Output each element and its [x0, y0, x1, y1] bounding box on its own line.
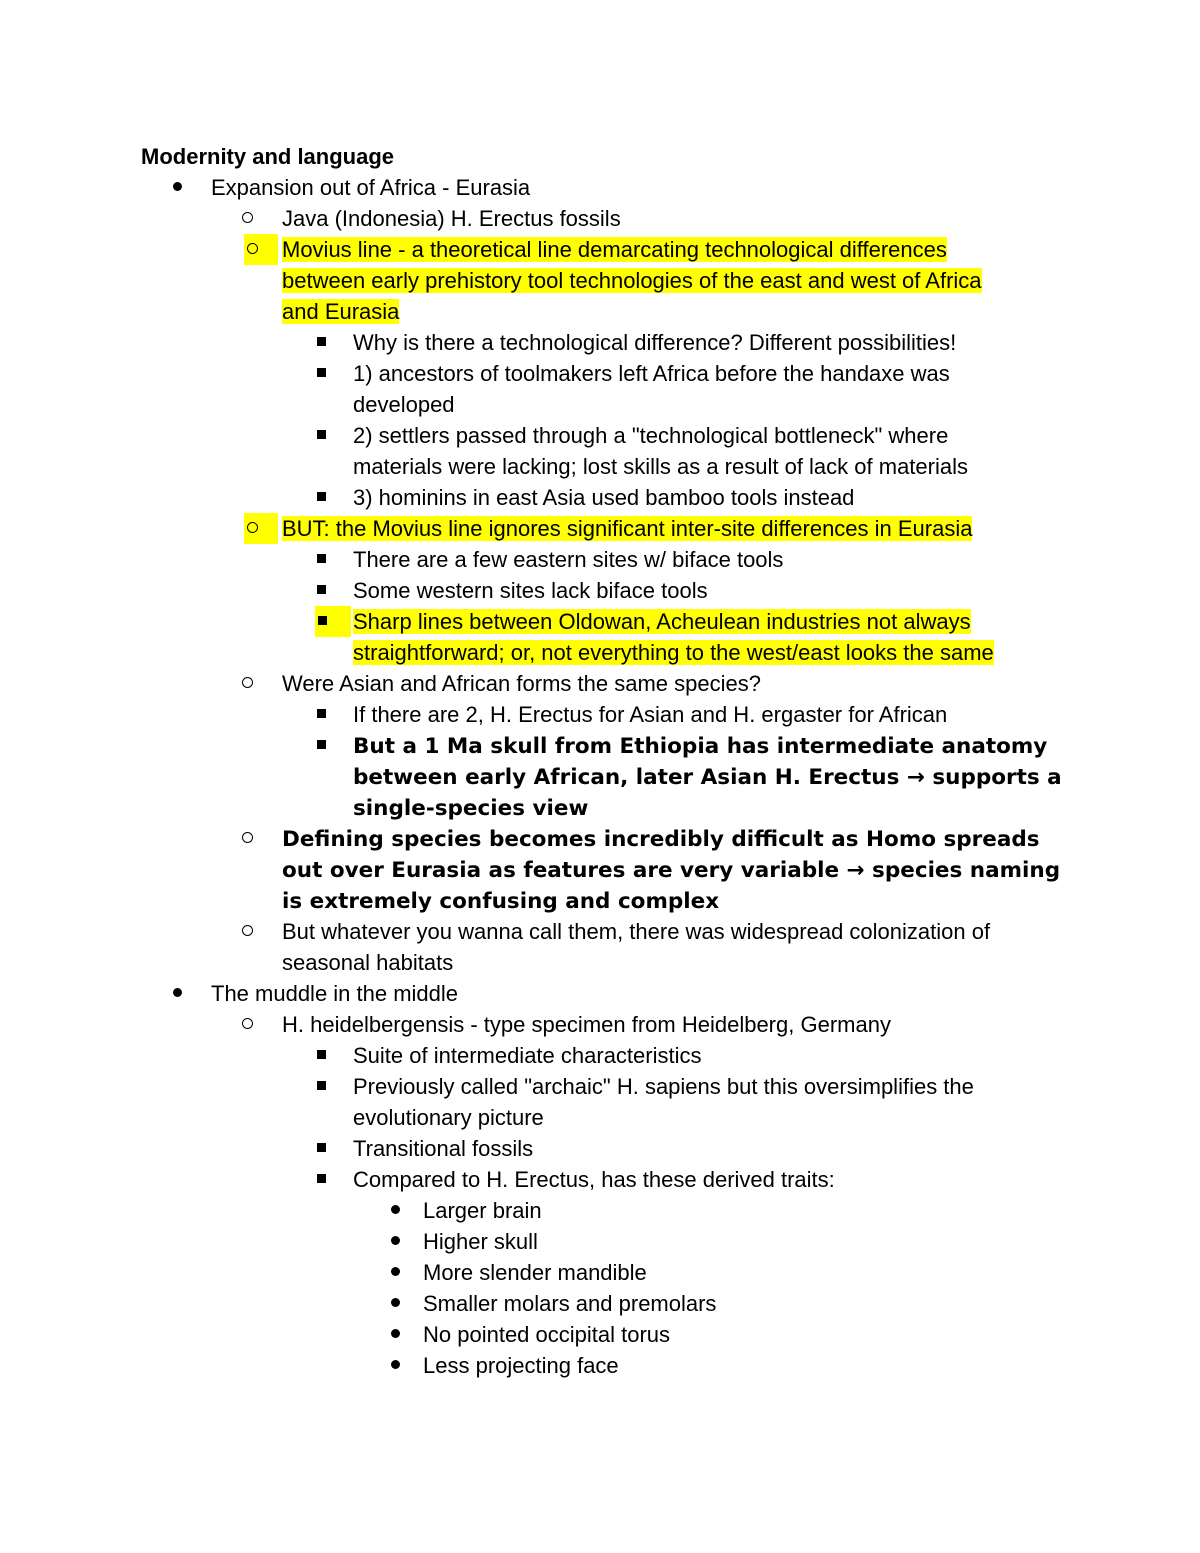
circle-bullet-icon: [244, 234, 278, 265]
circle-bullet-icon: [237, 668, 257, 699]
page-title: Modernity and language: [141, 144, 395, 169]
disc-bullet-icon: [385, 1195, 405, 1226]
list-item-text: evolutionary picture: [353, 1105, 544, 1130]
list-item: [353, 1133, 533, 1164]
list-item-text: out over Eurasia as features are very variable → species naming: [282, 858, 1061, 883]
disc-bullet-icon: [167, 978, 187, 1009]
list-item-text: is extremely confusing and complex: [282, 889, 720, 914]
list-item: [353, 1164, 835, 1195]
list-item: [282, 234, 947, 265]
list-item-text: 1) ancestors of toolmakers left Africa before the handaxe was: [353, 361, 950, 386]
list-item: [423, 1350, 619, 1381]
list-item: [282, 668, 761, 699]
list-item-text: Some western sites lack biface tools: [353, 578, 708, 603]
list-item-text: Expansion out of Africa - Eurasia: [211, 175, 531, 200]
list-item: [282, 1009, 891, 1040]
list-item-text: But a 1 Ma skull from Ethiopia has intermediate anatomy: [353, 734, 1048, 759]
square-bullet-icon: [311, 358, 331, 389]
list-item: [282, 885, 719, 917]
list-item: [353, 1071, 974, 1102]
disc-bullet-icon: [385, 1257, 405, 1288]
list-item-text: Higher skull: [423, 1229, 538, 1254]
square-bullet-icon: [315, 606, 351, 637]
list-item: [423, 1257, 647, 1288]
square-bullet-icon: [311, 327, 331, 358]
list-item-text: Compared to H. Erectus, has these derived traits:: [353, 1167, 835, 1192]
list-item-text: and Eurasia: [282, 299, 400, 324]
list-item-text: Larger brain: [423, 1198, 542, 1223]
list-item-text: Previously called "archaic" H. sapiens but this oversimplifies the: [353, 1074, 974, 1099]
square-bullet-icon: [311, 1071, 331, 1102]
list-item: [423, 1226, 538, 1257]
list-item-text: Smaller molars and premolars: [423, 1291, 717, 1316]
list-item-text: Were Asian and African forms the same species?: [282, 671, 761, 696]
list-item: [211, 978, 458, 1009]
circle-bullet-icon: [237, 203, 257, 234]
list-item-text: materials were lacking; lost skills as a result of lack of materials: [353, 454, 968, 479]
list-item: [353, 761, 1062, 793]
list-item-text: Java (Indonesia) H. Erectus fossils: [282, 206, 621, 231]
circle-bullet-icon: [237, 1009, 257, 1040]
list-item-text: The muddle in the middle: [211, 981, 459, 1006]
circle-bullet-icon: [237, 823, 257, 854]
list-item: [282, 854, 1060, 886]
list-item-text: Transitional fossils: [353, 1136, 534, 1161]
list-item: [282, 823, 1040, 855]
list-item-text: 2) settlers passed through a "technological bottleneck" where: [353, 423, 949, 448]
list-item: [282, 265, 982, 296]
disc-bullet-icon: [385, 1288, 405, 1319]
list-item: [353, 637, 994, 668]
list-item-text: Defining species becomes incredibly difficult as Homo spreads: [282, 827, 1040, 852]
list-item: [353, 389, 455, 420]
list-item-text: between early prehistory tool technologies of the east and west of Africa: [282, 268, 982, 293]
square-bullet-icon: [311, 482, 331, 513]
square-bullet-icon: [311, 575, 331, 606]
list-item: [423, 1319, 670, 1350]
list-item-text: Why is there a technological difference? Different possibilities!: [353, 330, 957, 355]
list-item-text: straightforward; or, not everything to the west/east looks the same: [353, 640, 994, 665]
list-item-text: BUT: the Movius line ignores significant inter-site differences in Eurasia: [282, 516, 973, 541]
list-item: [423, 1195, 542, 1226]
list-item: [353, 792, 588, 824]
list-item-text: H. heidelbergensis - type specimen from Heidelberg, Germany: [282, 1012, 891, 1037]
list-item-text: single-species view: [353, 796, 589, 821]
list-item: [353, 451, 968, 482]
list-item-text: developed: [353, 392, 455, 417]
square-bullet-icon: [311, 544, 331, 575]
list-item: [353, 575, 708, 606]
list-item: [353, 1040, 702, 1071]
list-item-text: Sharp lines between Oldowan, Acheulean industries not always: [353, 609, 971, 634]
circle-bullet-icon: [244, 513, 278, 544]
disc-bullet-icon: [385, 1350, 405, 1381]
list-item: [353, 358, 950, 389]
disc-bullet-icon: [385, 1319, 405, 1350]
list-item: [282, 947, 453, 978]
list-item-text: No pointed occipital torus: [423, 1322, 671, 1347]
list-item: [353, 327, 956, 358]
list-item: [353, 420, 948, 451]
list-item-text: But whatever you wanna call them, there was widespread colonization of: [282, 919, 991, 944]
list-item-text: There are a few eastern sites w/ biface tools: [353, 547, 784, 572]
list-item: [353, 1102, 544, 1133]
list-item-text: 3) hominins in east Asia used bamboo tools instead: [353, 485, 855, 510]
list-item: [353, 606, 971, 637]
circle-bullet-icon: [237, 916, 257, 947]
square-bullet-icon: [311, 730, 331, 761]
disc-bullet-icon: [385, 1226, 405, 1257]
list-item-text: between early African, later Asian H. Erectus → supports a: [353, 765, 1062, 790]
list-item-text: If there are 2, H. Erectus for Asian and H. ergaster for African: [353, 702, 948, 727]
list-item: [353, 699, 947, 730]
disc-bullet-icon: [167, 172, 187, 203]
square-bullet-icon: [311, 1040, 331, 1071]
square-bullet-icon: [311, 699, 331, 730]
list-item: [353, 730, 1047, 762]
list-item-text: Suite of intermediate characteristics: [353, 1043, 702, 1068]
list-item: [423, 1288, 716, 1319]
list-item: [211, 172, 530, 203]
list-item-text: seasonal habitats: [282, 950, 454, 975]
square-bullet-icon: [311, 1133, 331, 1164]
list-item: [353, 482, 854, 513]
square-bullet-icon: [311, 1164, 331, 1195]
list-item-text: Movius line - a theoretical line demarcating technological differences: [282, 237, 947, 262]
list-item: [282, 203, 621, 234]
list-item: [282, 513, 972, 544]
square-bullet-icon: [311, 420, 331, 451]
list-item: [353, 544, 783, 575]
list-item-text: More slender mandible: [423, 1260, 647, 1285]
list-item: [282, 296, 399, 327]
list-item-text: Less projecting face: [423, 1353, 619, 1378]
list-item: [282, 916, 990, 947]
